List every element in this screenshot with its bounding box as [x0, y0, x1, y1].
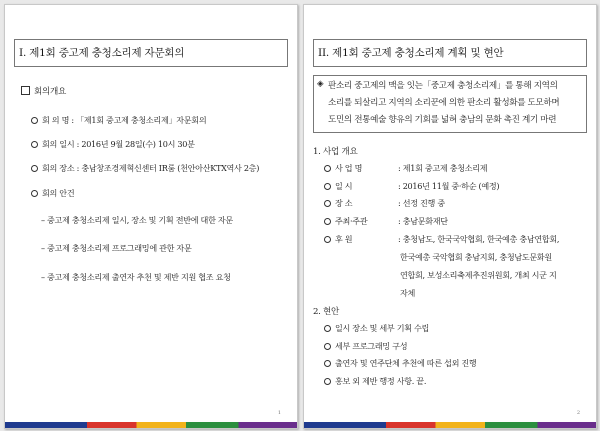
issue-item: 홍보 외 제반 행정 사항. 끝. — [324, 375, 426, 387]
circle-bullet-icon — [324, 218, 331, 225]
page-1-title: I. 제1회 중고제 충청소리제 자문회의 — [19, 47, 185, 59]
circle-bullet-icon — [324, 325, 331, 332]
sponsor-continuation: 한국예총 국악협회 충남지회, 충청남도문화원 — [400, 252, 552, 262]
intro-line: 판소리 중고제의 맥을 잇는「중고제 충청소리제」를 통해 지역의 — [328, 81, 558, 91]
page-2-title: II. 제1회 중고제 충청소리제 계획 및 현안 — [318, 47, 504, 59]
intro-summary-box — [313, 75, 587, 133]
circle-bullet-icon — [324, 200, 331, 207]
circle-bullet-icon — [324, 165, 331, 172]
project-sponsor-row: 후 원 : 충청남도, 한국국악협회, 한국예총 충남연합회, — [324, 233, 559, 245]
circle-bullet-icon — [31, 117, 38, 124]
page-1-title-box — [14, 39, 288, 67]
project-name-row: 사 업 명 : 제1회 중고제 충청소리제 — [324, 162, 487, 174]
agenda-item: – 중고제 충청소리제 프로그래밍에 관한 자문 — [41, 243, 192, 253]
circle-bullet-icon — [31, 190, 38, 197]
diamond-bullet-icon: ◈ — [317, 79, 324, 89]
project-host-row: 주최·주관 : 충남문화재단 — [324, 215, 448, 227]
page-2-title-box — [313, 39, 587, 67]
meeting-agenda-row: 회의 안건 — [31, 187, 74, 199]
meeting-place-row: 회의 장소 : 충남창조경제혁신센터 IR룸 (천안아산KTX역사 2층) — [31, 162, 259, 174]
footer-color-stripe — [5, 422, 297, 428]
meeting-datetime-row: 회의 일시 : 2016년 9월 28일(수) 10시 30분 — [31, 138, 195, 150]
issue-item: 일시 장소 및 세부 기획 수립 — [324, 322, 429, 334]
section-1-heading: 1. 사업 개요 — [313, 147, 358, 157]
project-place-row: 장 소 : 선정 진행 중 — [324, 197, 445, 209]
intro-line: 도민의 전통예술 향유의 기회를 넓혀 충남의 문화 촉진 계기 마련 — [328, 115, 557, 125]
agenda-item: – 중고제 충청소리제 일시, 장소 및 기획 전반에 대한 자문 — [41, 215, 233, 225]
circle-bullet-icon — [324, 378, 331, 385]
sponsor-continuation: 연합회, 보성소리축제추진위원회, 개최 시군 지 — [400, 270, 557, 280]
page-number: 2 — [576, 410, 580, 416]
circle-bullet-icon — [324, 183, 331, 190]
circle-bullet-icon — [31, 165, 38, 172]
document-page-2 — [303, 4, 597, 429]
circle-bullet-icon — [324, 236, 331, 243]
meeting-name-row: 회 의 명 : 「제1회 중고제 충청소리제」자문회의 — [31, 114, 206, 126]
checkbox-square-icon — [21, 86, 30, 95]
meeting-overview-heading: 회의개요 — [21, 86, 66, 98]
footer-color-stripe — [304, 422, 596, 428]
issue-item: 세부 프로그래밍 구성 — [324, 340, 407, 352]
circle-bullet-icon — [31, 141, 38, 148]
circle-bullet-icon — [324, 343, 331, 350]
document-page-1 — [4, 4, 298, 429]
page-number: 1 — [277, 410, 281, 416]
issue-item: 출연자 및 연주단체 추천에 따른 섭외 진행 — [324, 357, 476, 369]
agenda-item: – 중고제 충청소리제 출연자 추천 및 제반 지원 협조 요청 — [41, 272, 231, 282]
sponsor-continuation: 자체 — [400, 288, 416, 298]
section-2-heading: 2. 현안 — [313, 307, 340, 317]
intro-line: 소리를 되살리고 지역의 소리꾼에 의한 판소리 활성화를 도모하며 — [328, 98, 560, 108]
project-date-row: 일 시 : 2016년 11월 중·하순 (예정) — [324, 180, 499, 192]
circle-bullet-icon — [324, 360, 331, 367]
